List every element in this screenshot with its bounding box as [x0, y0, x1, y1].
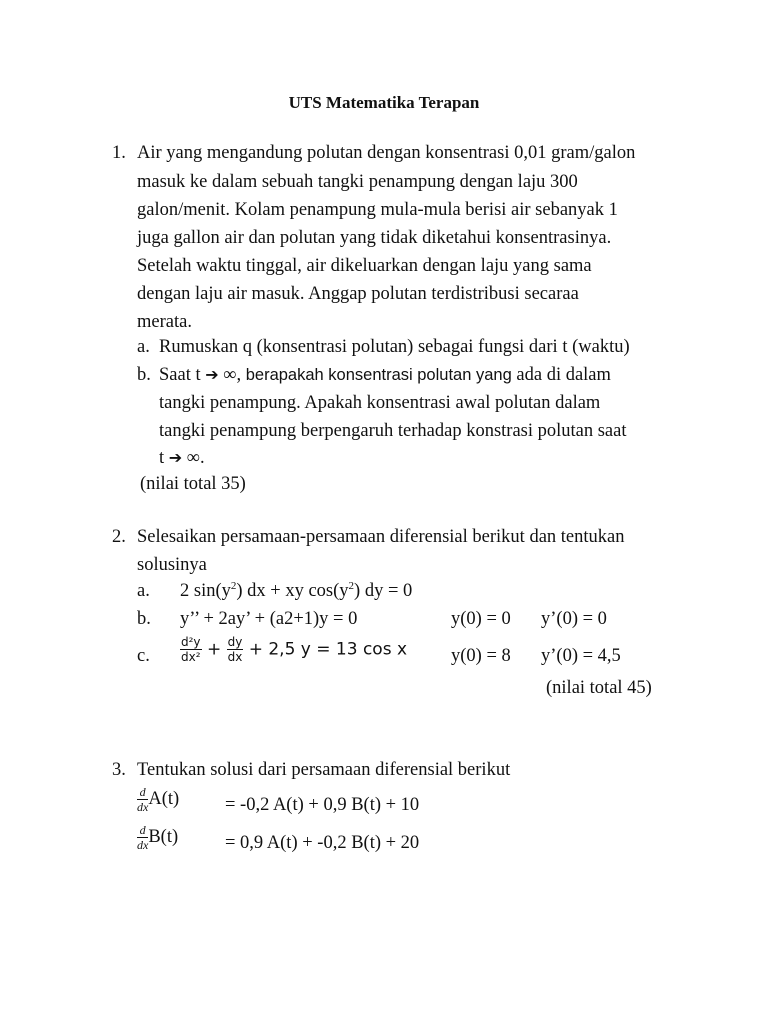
question-text-line: solusinya	[137, 555, 207, 575]
operator: +	[206, 639, 222, 660]
score-note: (nilai total 45)	[546, 678, 652, 698]
question-text-line: Setelah waktu tinggal, air dikeluarkan dengan laju yang sama	[137, 256, 592, 276]
initial-condition: y’(0) = 4,5	[541, 646, 621, 666]
text: t	[159, 448, 165, 468]
equation-text: + 2,5 y = 13 cos x	[248, 639, 408, 660]
part-label: b.	[137, 609, 151, 629]
denominator: dx	[137, 838, 149, 852]
superscript: 2	[348, 579, 355, 592]
question-text-line: merata.	[137, 312, 192, 332]
question-text-line: Selesaikan persamaan-persamaan diferensial berikut dan tentukan	[137, 527, 625, 547]
text: ada di dalam	[516, 365, 611, 385]
fraction	[137, 824, 148, 851]
question-text-line: masuk ke dalam sebuah tangki penampung dengan laju 300	[137, 172, 578, 192]
part-text-line	[159, 365, 611, 386]
infinity-symbol: ∞,	[223, 365, 242, 385]
numerator: d	[137, 786, 148, 800]
equation-rhs: = 0,9 A(t) + -0,2 B(t) + 20	[225, 833, 420, 853]
part-label: a.	[137, 337, 150, 357]
numerator: d	[137, 824, 148, 838]
equation-text: 2 sin(y	[180, 581, 231, 601]
equation-lhs: B(t)	[148, 826, 179, 847]
part-text-line	[159, 448, 205, 469]
numerator: d²y	[181, 635, 201, 649]
fraction	[137, 786, 148, 813]
equation	[180, 636, 407, 663]
text: berapakah konsentrasi polutan yang	[245, 366, 512, 384]
text: Saat t	[159, 365, 201, 385]
part-text-line: Rumuskan q (konsentrasi polutan) sebagai fungsi dari t (waktu)	[159, 337, 630, 357]
score-note: (nilai total 35)	[140, 474, 246, 494]
fraction	[180, 636, 202, 663]
equation	[180, 581, 412, 602]
question-text-line: Tentukan solusi dari persamaan diferensial berikut	[137, 760, 511, 780]
superscript: 2	[230, 579, 237, 592]
derivative-equation	[137, 786, 179, 813]
denominator: dx	[227, 650, 243, 664]
infinity-symbol: ∞.	[186, 448, 205, 468]
equation-text: ) dx + xy cos(y	[236, 581, 349, 601]
right-arrow-icon: ➔	[205, 365, 219, 384]
question-text-line: galon/menit. Kolam penampung mula-mula berisi air sebanyak 1	[137, 200, 618, 220]
part-text-line: tangki penampung. Apakah konsentrasi awal polutan dalam	[159, 393, 601, 413]
part-text-line: tangki penampung berpengaruh terhadap konstrasi polutan saat	[159, 421, 627, 441]
initial-condition: y(0) = 8	[451, 646, 511, 666]
fraction	[227, 636, 244, 663]
initial-condition: y’(0) = 0	[541, 609, 607, 629]
question-number: 2.	[112, 527, 126, 547]
equation-text: ) dy = 0	[354, 581, 413, 601]
denominator: dx	[137, 800, 149, 814]
question-number: 1.	[112, 143, 126, 163]
question-number: 3.	[112, 760, 126, 780]
right-arrow-icon: ➔	[168, 448, 183, 467]
part-label: b.	[137, 365, 151, 385]
part-label: c.	[137, 646, 150, 666]
equation-lhs: A(t)	[148, 788, 180, 809]
equation-rhs: = -0,2 A(t) + 0,9 B(t) + 10	[225, 795, 420, 815]
derivative-equation	[137, 824, 178, 851]
equation: y’’ + 2ay’ + (a2+1)y = 0	[180, 609, 358, 629]
denominator: dx²	[181, 650, 201, 664]
question-text-line: dengan laju air masuk. Anggap polutan terdistribusi secaraa	[137, 284, 579, 304]
question-text-line: juga gallon air dan polutan yang tidak diketahui konsentrasinya.	[137, 228, 612, 248]
initial-condition: y(0) = 0	[451, 609, 511, 629]
numerator: dy	[227, 635, 243, 649]
page-title: UTS Matematika Terapan	[288, 93, 480, 112]
question-text-line: Air yang mengandung polutan dengan konsentrasi 0,01 gram/galon	[137, 143, 636, 163]
part-label: a.	[137, 581, 150, 601]
